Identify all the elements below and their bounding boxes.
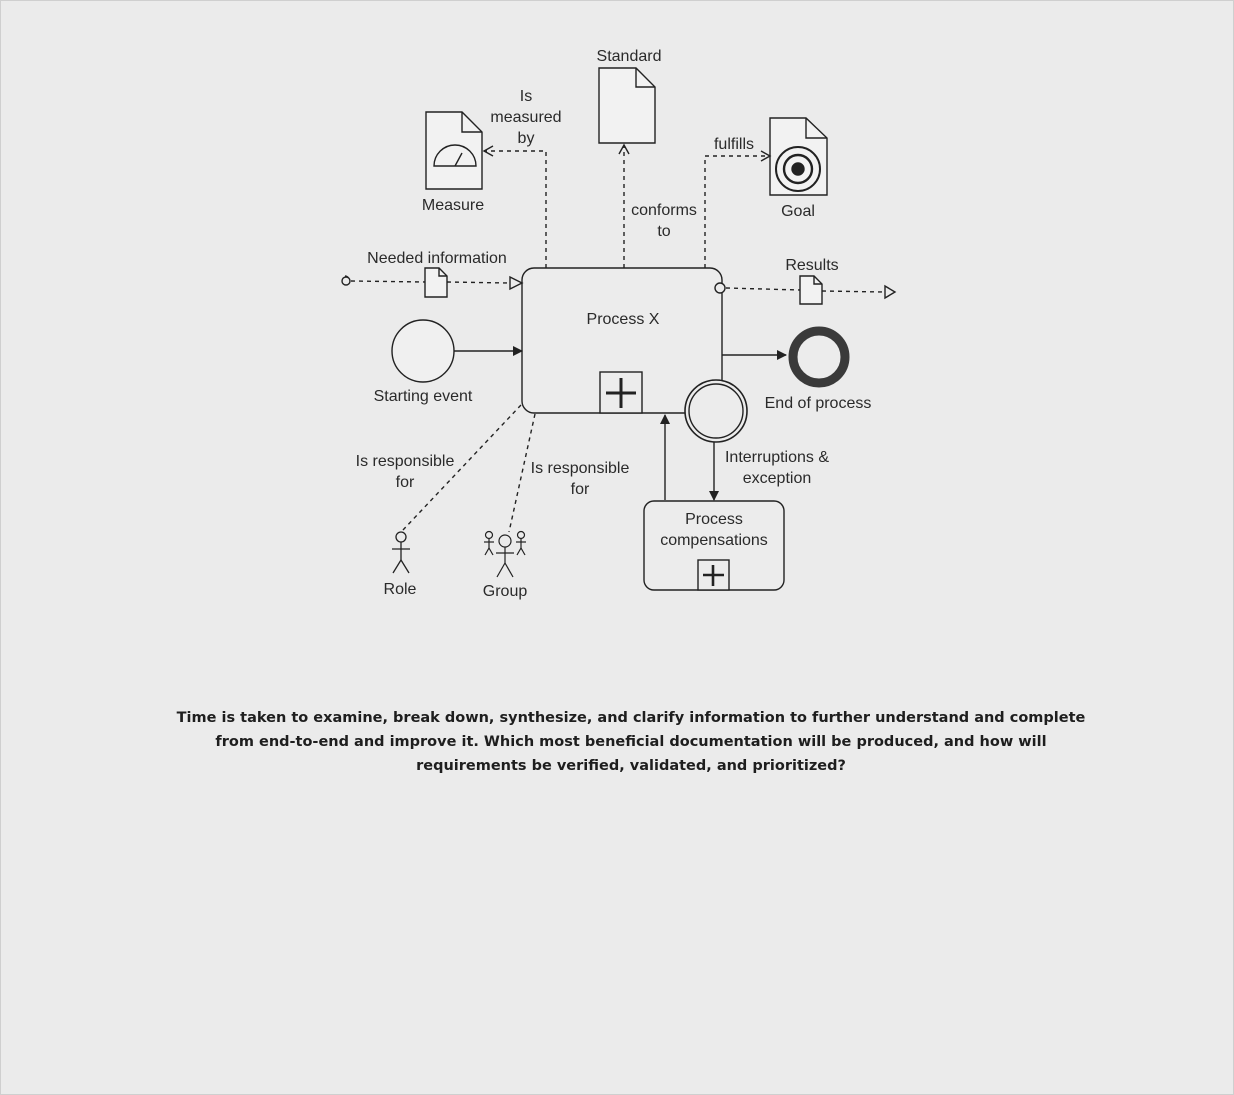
role-person-icon [392,532,410,573]
process-compensations-label-1: Process [685,511,743,528]
group-label: Group [482,583,528,600]
starting-event-circle [392,320,454,382]
is-measured-by-label-3: by [517,130,535,147]
group-responsible-label-2: for [570,481,590,498]
end-of-process-circle [793,331,845,383]
is-measured-by-label-2: measured [490,109,562,126]
role-responsible-label-1: Is responsible [355,453,455,470]
role-responsible-label-2: for [395,474,415,491]
process-x-label: Process X [586,311,660,328]
needed-information-label: Needed information [367,250,507,267]
conforms-to-label-1: conforms [631,202,697,219]
process-compensations-label-2: compensations [660,532,768,549]
standard-document-icon [599,68,655,143]
group-people-icon [484,532,526,578]
interruption-event-circle [685,380,747,442]
starting-event-label: Starting event [373,388,473,405]
results-label: Results [785,257,839,274]
needed-information-document-icon [425,268,447,297]
standard-label: Standard [596,48,662,65]
end-of-process-label: End of process [764,395,872,412]
interruptions-label-2: exception [742,470,812,487]
measure-label: Measure [421,197,485,214]
measure-document-icon [426,112,482,189]
conforms-to-label-2: to [657,223,671,240]
fulfills-label: fulfills [713,136,755,153]
group-responsible-label-1: Is responsible [530,460,630,477]
results-document-icon [800,276,822,304]
goal-document-icon [770,118,827,195]
goal-label: Goal [781,203,815,220]
question-caption: Time is taken to examine, break down, synthesize, and clarify information to further understand and complete from end-to-end and improve it. Which most beneficial documentation will be produced, and how will requirements be verified, validated, and prioritized? [176,710,1086,774]
is-measured-by-label-1: Is [519,88,533,105]
interruptions-label-1: Interruptions & [724,449,830,466]
role-label: Role [383,581,417,598]
